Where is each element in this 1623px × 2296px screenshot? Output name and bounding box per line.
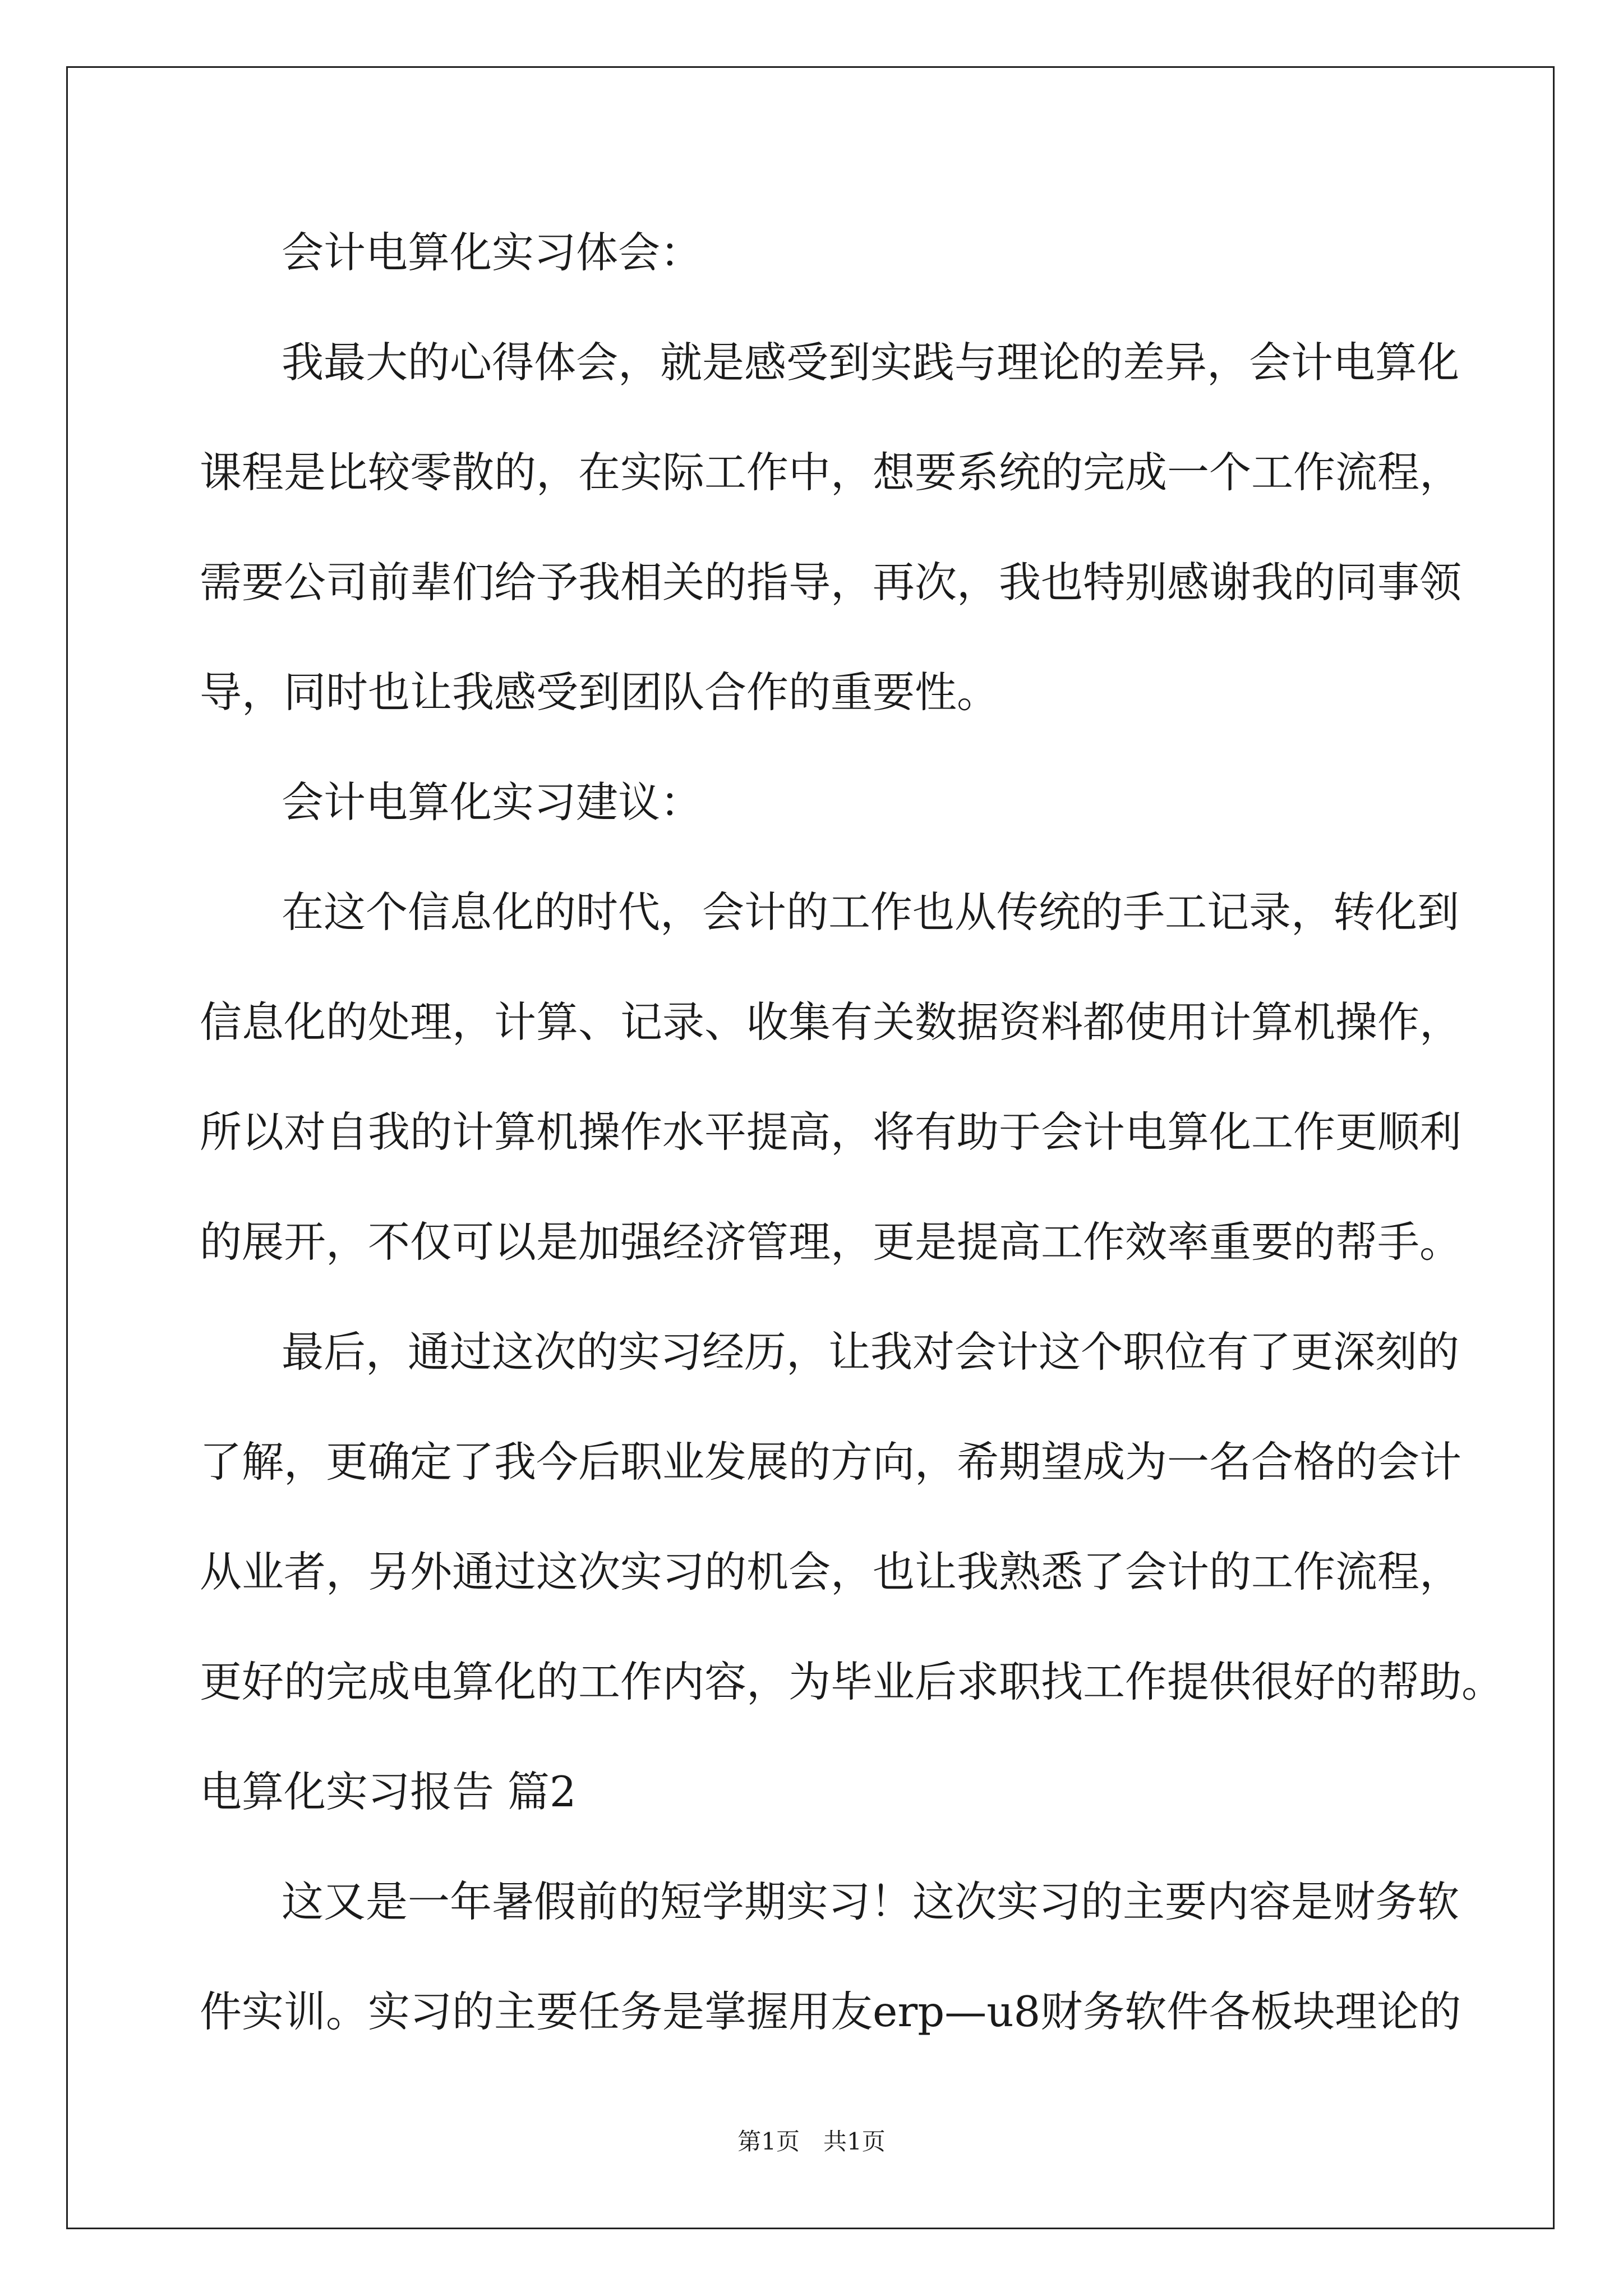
section-heading-suggestion: 会计电算化实习建议： <box>282 777 703 827</box>
paragraph-line: 最后，通过这次的实习经历，让我对会计这个职位有了更深刻的 <box>282 1327 1460 1377</box>
paragraph-line: 在这个信息化的时代，会计的工作也从传统的手工记录，转化到 <box>282 887 1460 937</box>
paragraph-line: 所以对自我的计算机操作水平提高，将有助于会计电算化工作更顺利 <box>200 1107 1462 1157</box>
paragraph-line: 了解，更确定了我今后职业发展的方向，希期望成为一名合格的会计 <box>200 1437 1462 1487</box>
paragraph-line: 件实训。实习的主要任务是掌握用友erp—u8财务软件各板块理论的 <box>200 1987 1461 2036</box>
paragraph-line: 导，同时也让我感受到团队合作的重要性。 <box>200 668 999 717</box>
paragraph-line: 的展开，不仅可以是加强经济管理，更是提高工作效率重要的帮手。 <box>200 1217 1462 1267</box>
paragraph-line: 信息化的处理，计算、记录、收集有关数据资料都使用计算机操作， <box>200 997 1462 1047</box>
paragraph-line: 课程是比较零散的，在实际工作中，想要系统的完成一个工作流程， <box>200 448 1462 497</box>
paragraph-line: 需要公司前辈们给予我相关的指导，再次，我也特别感谢我的同事领 <box>200 558 1462 607</box>
paragraph-line: 我最大的心得体会，就是感受到实践与理论的差异，会计电算化 <box>282 338 1460 387</box>
paragraph-line: 从业者，另外通过这次实习的机会，也让我熟悉了会计的工作流程， <box>200 1547 1462 1596</box>
paragraph-line: 这又是一年暑假前的短学期实习！这次实习的主要内容是财务软 <box>282 1877 1460 1926</box>
section-heading-experience: 会计电算化实习体会： <box>282 228 703 277</box>
paragraph-line: 更好的完成电算化的工作内容，为毕业后求职找工作提供很好的帮助。 <box>200 1657 1504 1706</box>
document-body <box>200 218 1504 2087</box>
article-title: 电算化实习报告 篇2 <box>200 1767 577 1816</box>
page-number-footer: 第1页 共1页 <box>737 2128 886 2155</box>
